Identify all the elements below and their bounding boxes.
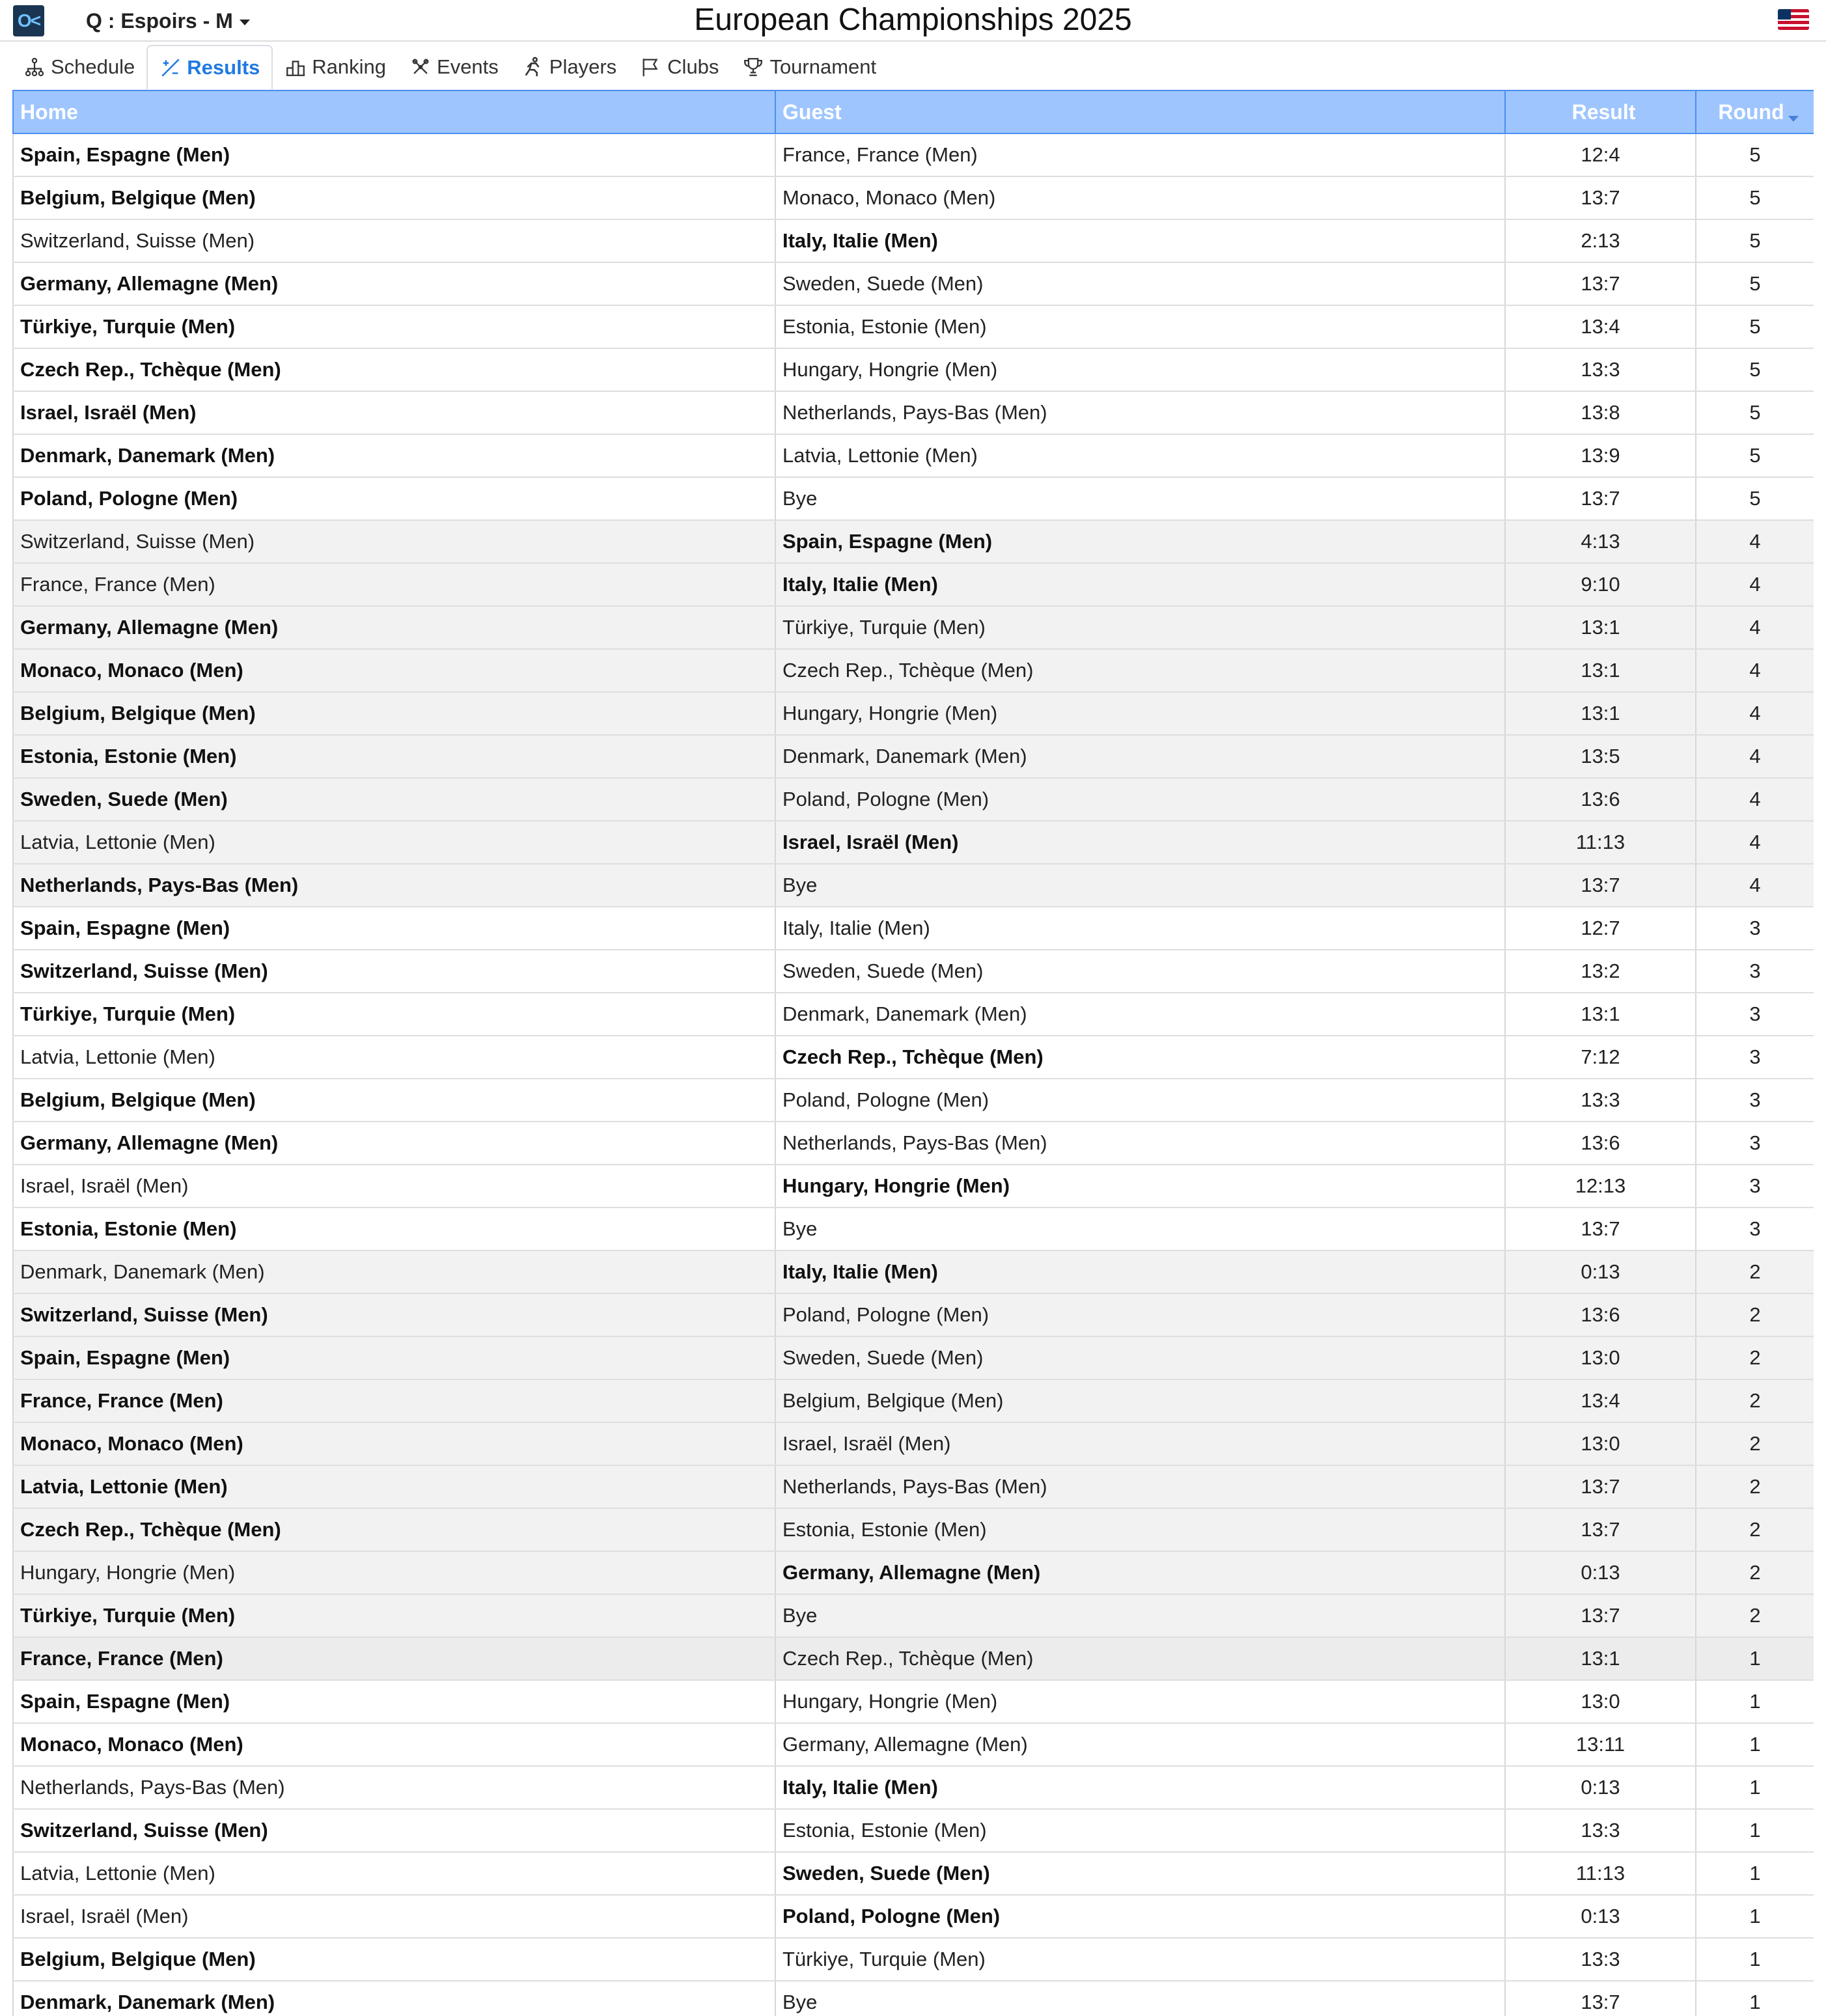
column-header-round[interactable] [1696,90,1814,133]
table-row[interactable] [13,1637,1814,1680]
round-cell: 5 [1696,262,1814,305]
table-row[interactable] [13,1122,1814,1165]
home-team-cell: Switzerland, Suisse (Men) [13,1809,775,1852]
table-row[interactable] [13,993,1814,1036]
result-cell: 2:13 [1505,219,1696,262]
table-row[interactable] [13,1723,1814,1766]
round-cell: 5 [1696,305,1814,348]
result-cell: 13:7 [1505,1594,1696,1637]
schedule-icon [23,56,46,78]
home-team-cell: Belgium, Belgique (Men) [13,1938,775,1981]
result-cell: 13:2 [1505,950,1696,993]
home-team-cell: Belgium, Belgique (Men) [13,692,775,735]
home-team-cell: Netherlands, Pays-Bas (Men) [13,1766,775,1809]
guest-team-cell: Czech Rep., Tchèque (Men) [775,1036,1505,1079]
table-row[interactable] [13,391,1814,434]
tab-players-label: Players [549,55,617,78]
home-team-cell: Poland, Pologne (Men) [13,477,775,520]
guest-team-cell: Bye [775,1594,1505,1637]
home-team-cell: Switzerland, Suisse (Men) [13,1293,775,1336]
round-cell: 4 [1696,563,1814,606]
guest-team-cell: Denmark, Danemark (Men) [775,993,1505,1036]
home-team-cell: Czech Rep., Tchèque (Men) [13,1508,775,1551]
home-team-cell: Sweden, Suede (Men) [13,778,775,821]
guest-team-cell: Italy, Italie (Men) [775,219,1505,262]
home-team-cell: Estonia, Estonie (Men) [13,735,775,778]
result-cell: 4:13 [1505,520,1696,563]
table-row[interactable] [13,1336,1814,1379]
table-row[interactable] [13,434,1814,477]
round-cell: 4 [1696,821,1814,864]
round-cell: 1 [1696,1637,1814,1680]
table-row[interactable] [13,1165,1814,1208]
result-cell: 13:1 [1505,649,1696,692]
table-row[interactable] [13,563,1814,606]
main-nav [0,43,1826,91]
result-cell: 0:13 [1505,1250,1696,1293]
round-cell: 1 [1696,1766,1814,1809]
round-cell: 1 [1696,1895,1814,1938]
result-cell: 13:6 [1505,778,1696,821]
guest-team-cell: Israel, Israël (Men) [775,1422,1505,1465]
guest-team-cell: Netherlands, Pays-Bas (Men) [775,1465,1505,1508]
guest-team-cell: Estonia, Estonie (Men) [775,1508,1505,1551]
home-team-cell: Switzerland, Suisse (Men) [13,219,775,262]
home-team-cell: Latvia, Lettonie (Men) [13,1036,775,1079]
guest-team-cell: Spain, Espagne (Men) [775,520,1505,563]
result-cell: 13:9 [1505,434,1696,477]
table-row[interactable] [13,1895,1814,1938]
guest-team-cell: Italy, Italie (Men) [775,907,1505,950]
home-team-cell: Latvia, Lettonie (Men) [13,821,775,864]
home-team-cell: Monaco, Monaco (Men) [13,649,775,692]
table-row[interactable] [13,1250,1814,1293]
result-cell: 13:1 [1505,692,1696,735]
result-cell: 13:7 [1505,1208,1696,1250]
home-team-cell: Switzerland, Suisse (Men) [13,520,775,563]
table-row[interactable] [13,778,1814,821]
ranking-icon [284,56,307,78]
home-team-cell: Germany, Allemagne (Men) [13,606,775,649]
round-cell: 4 [1696,692,1814,735]
round-cell: 4 [1696,520,1814,563]
home-team-cell: Germany, Allemagne (Men) [13,262,775,305]
guest-team-cell: Sweden, Suede (Men) [775,1852,1505,1895]
home-team-cell: Netherlands, Pays-Bas (Men) [13,864,775,907]
guest-team-cell: Latvia, Lettonie (Men) [775,434,1505,477]
sort-descending-icon [1788,116,1799,122]
result-cell: 13:7 [1505,477,1696,520]
result-cell: 7:12 [1505,1036,1696,1079]
home-team-cell: Monaco, Monaco (Men) [13,1723,775,1766]
result-cell: 13:8 [1505,391,1696,434]
round-cell: 4 [1696,864,1814,907]
players-icon [522,56,544,78]
home-team-cell: Hungary, Hongrie (Men) [13,1551,775,1594]
guest-team-cell: Hungary, Hongrie (Men) [775,692,1505,735]
table-row[interactable] [13,1981,1814,2016]
round-cell: 3 [1696,1165,1814,1208]
round-cell: 1 [1696,1680,1814,1723]
event-selector-label: Q : Espoirs - M [86,9,233,33]
table-row[interactable] [13,692,1814,735]
table-row[interactable] [13,1465,1814,1508]
table-row[interactable] [13,649,1814,692]
result-cell: 13:1 [1505,606,1696,649]
round-cell: 3 [1696,1122,1814,1165]
results-table-container[interactable] [12,90,1814,2016]
home-team-cell: Denmark, Danemark (Men) [13,1250,775,1293]
guest-team-cell: Hungary, Hongrie (Men) [775,1165,1505,1208]
round-cell: 5 [1696,219,1814,262]
result-cell: 13:7 [1505,1465,1696,1508]
round-cell: 1 [1696,1981,1814,2016]
tab-events[interactable] [398,45,510,89]
result-cell: 13:4 [1505,305,1696,348]
round-cell: 1 [1696,1938,1814,1981]
result-cell: 13:0 [1505,1422,1696,1465]
result-cell: 13:11 [1505,1723,1696,1766]
table-row[interactable] [13,1422,1814,1465]
round-cell: 3 [1696,1036,1814,1079]
result-cell: 13:4 [1505,1379,1696,1422]
home-team-cell: Türkiye, Turquie (Men) [13,305,775,348]
table-row[interactable] [13,1938,1814,1981]
round-cell: 2 [1696,1508,1814,1551]
table-row[interactable] [13,606,1814,649]
table-row[interactable] [13,950,1814,993]
round-cell: 2 [1696,1551,1814,1594]
result-cell: 0:13 [1505,1766,1696,1809]
guest-team-cell: Czech Rep., Tchèque (Men) [775,1637,1505,1680]
round-cell: 1 [1696,1723,1814,1766]
column-header-home-label: Home [20,100,78,124]
home-team-cell: Israel, Israël (Men) [13,1895,775,1938]
column-header-guest-label: Guest [782,100,842,124]
guest-team-cell: Bye [775,1208,1505,1250]
round-cell: 4 [1696,649,1814,692]
round-cell: 2 [1696,1293,1814,1336]
guest-team-cell: Italy, Italie (Men) [775,1766,1505,1809]
table-row[interactable] [13,305,1814,348]
guest-team-cell: Hungary, Hongrie (Men) [775,348,1505,391]
result-cell: 0:13 [1505,1895,1696,1938]
table-row[interactable] [13,348,1814,391]
tab-ranking[interactable] [273,45,398,89]
table-row[interactable] [13,1809,1814,1852]
home-team-cell: Türkiye, Turquie (Men) [13,993,775,1036]
guest-team-cell: Italy, Italie (Men) [775,563,1505,606]
tab-tournament-label: Tournament [769,55,877,78]
result-cell: 13:7 [1505,1508,1696,1551]
table-row[interactable] [13,1293,1814,1336]
tab-schedule-label: Schedule [51,55,135,78]
round-cell: 5 [1696,176,1814,219]
home-team-cell: Israel, Israël (Men) [13,1165,775,1208]
round-cell: 2 [1696,1336,1814,1379]
round-cell: 4 [1696,735,1814,778]
guest-team-cell: Belgium, Belgique (Men) [775,1379,1505,1422]
home-team-cell: Türkiye, Turquie (Men) [13,1594,775,1637]
home-team-cell: Spain, Espagne (Men) [13,1680,775,1723]
round-cell: 2 [1696,1422,1814,1465]
home-team-cell: Switzerland, Suisse (Men) [13,950,775,993]
table-row[interactable] [13,864,1814,907]
result-cell: 13:3 [1505,1079,1696,1122]
home-team-cell: Spain, Espagne (Men) [13,907,775,950]
result-cell: 0:13 [1505,1551,1696,1594]
guest-team-cell: Türkiye, Turquie (Men) [775,1938,1505,1981]
result-cell: 13:7 [1505,1981,1696,2016]
column-header-result-label: Result [1571,100,1636,124]
us-flag-icon[interactable] [1778,9,1809,30]
home-team-cell: France, France (Men) [13,1379,775,1422]
home-team-cell: Monaco, Monaco (Men) [13,1422,775,1465]
table-row[interactable] [13,907,1814,950]
home-team-cell: Spain, Espagne (Men) [13,133,775,176]
guest-team-cell: Bye [775,1981,1505,2016]
table-row[interactable] [13,735,1814,778]
guest-team-cell: Netherlands, Pays-Bas (Men) [775,1122,1505,1165]
guest-team-cell: Poland, Pologne (Men) [775,1079,1505,1122]
round-cell: 4 [1696,606,1814,649]
table-row[interactable] [13,477,1814,520]
table-row[interactable] [13,1766,1814,1809]
round-cell: 3 [1696,950,1814,993]
table-row[interactable] [13,176,1814,219]
table-row[interactable] [13,1208,1814,1250]
round-cell: 3 [1696,993,1814,1036]
result-cell: 13:6 [1505,1293,1696,1336]
guest-team-cell: Hungary, Hongrie (Men) [775,1680,1505,1723]
result-cell: 13:7 [1505,864,1696,907]
table-row[interactable] [13,1551,1814,1594]
tab-tournament[interactable] [730,45,888,89]
result-cell: 13:1 [1505,993,1696,1036]
round-cell: 1 [1696,1809,1814,1852]
result-cell: 9:10 [1505,563,1696,606]
guest-team-cell: Türkiye, Turquie (Men) [775,606,1505,649]
home-team-cell: Estonia, Estonie (Men) [13,1208,775,1250]
guest-team-cell: Bye [775,477,1505,520]
guest-team-cell: Czech Rep., Tchèque (Men) [775,649,1505,692]
guest-team-cell: Estonia, Estonie (Men) [775,1809,1505,1852]
result-cell: 11:13 [1505,1852,1696,1895]
tab-results[interactable] [146,45,273,89]
result-cell: 13:3 [1505,1809,1696,1852]
table-row[interactable] [13,1379,1814,1422]
results-table [12,90,1814,2016]
table-row[interactable] [13,1680,1814,1723]
guest-team-cell: Poland, Pologne (Men) [775,1895,1505,1938]
round-cell: 3 [1696,907,1814,950]
round-cell: 5 [1696,477,1814,520]
round-cell: 5 [1696,133,1814,176]
guest-team-cell: Estonia, Estonie (Men) [775,305,1505,348]
home-team-cell: France, France (Men) [13,563,775,606]
home-team-cell: Latvia, Lettonie (Men) [13,1465,775,1508]
column-header-home[interactable] [13,90,775,133]
table-row[interactable] [13,1594,1814,1637]
guest-team-cell: Sweden, Suede (Men) [775,1336,1505,1379]
home-team-cell: Czech Rep., Tchèque (Men) [13,348,775,391]
guest-team-cell: Sweden, Suede (Men) [775,262,1505,305]
result-cell: 11:13 [1505,821,1696,864]
home-team-cell: Latvia, Lettonie (Men) [13,1852,775,1895]
home-team-cell: Israel, Israël (Men) [13,391,775,434]
table-row[interactable] [13,821,1814,864]
column-header-guest[interactable] [775,90,1505,133]
round-cell: 5 [1696,391,1814,434]
home-team-cell: Germany, Allemagne (Men) [13,1122,775,1165]
guest-team-cell: Bye [775,864,1505,907]
guest-team-cell: Netherlands, Pays-Bas (Men) [775,391,1505,434]
home-team-cell: Belgium, Belgique (Men) [13,1079,775,1122]
home-team-cell: France, France (Men) [13,1637,775,1680]
tab-players[interactable] [510,45,628,89]
guest-team-cell: Germany, Allemagne (Men) [775,1551,1505,1594]
tab-ranking-label: Ranking [312,55,387,78]
result-cell: 13:3 [1505,348,1696,391]
result-cell: 13:5 [1505,735,1696,778]
top-bar [0,0,1826,42]
home-team-cell: Denmark, Danemark (Men) [13,1981,775,2016]
table-row[interactable] [13,1852,1814,1895]
table-row[interactable] [13,1508,1814,1551]
round-cell: 5 [1696,348,1814,391]
guest-team-cell: Sweden, Suede (Men) [775,950,1505,993]
result-cell: 12:7 [1505,907,1696,950]
page-title: European Championships 2025 [694,3,1132,37]
result-cell: 13:7 [1505,176,1696,219]
table-row[interactable] [13,262,1814,305]
guest-team-cell: Poland, Pologne (Men) [775,1293,1505,1336]
logo-text: O< [17,10,40,31]
tournament-icon [742,56,764,78]
table-row[interactable] [13,1079,1814,1122]
round-cell: 3 [1696,1208,1814,1250]
round-cell: 4 [1696,778,1814,821]
tab-events-label: Events [437,55,499,78]
result-cell: 13:0 [1505,1680,1696,1723]
table-row[interactable] [13,133,1814,176]
round-cell: 2 [1696,1465,1814,1508]
round-cell: 1 [1696,1852,1814,1895]
results-icon [159,57,182,79]
home-team-cell: Denmark, Danemark (Men) [13,434,775,477]
tab-results-label: Results [187,56,260,79]
guest-team-cell: France, France (Men) [775,133,1505,176]
round-cell: 2 [1696,1250,1814,1293]
result-cell: 13:3 [1505,1938,1696,1981]
result-cell: 12:4 [1505,133,1696,176]
home-team-cell: Spain, Espagne (Men) [13,1336,775,1379]
round-cell: 2 [1696,1379,1814,1422]
result-cell: 13:1 [1505,1637,1696,1680]
clubs-icon [640,56,662,78]
column-header-result[interactable] [1505,90,1696,133]
result-cell: 13:7 [1505,262,1696,305]
table-header-row [13,90,1814,133]
column-header-round-label: Round [1718,100,1784,124]
table-row[interactable] [13,520,1814,563]
table-row[interactable] [13,1036,1814,1079]
table-row[interactable] [13,219,1814,262]
guest-team-cell: Poland, Pologne (Men) [775,778,1505,821]
guest-team-cell: Israel, Israël (Men) [775,821,1505,864]
home-team-cell: Belgium, Belgique (Men) [13,176,775,219]
tab-clubs[interactable] [628,45,730,89]
guest-team-cell: Monaco, Monaco (Men) [775,176,1505,219]
round-cell: 3 [1696,1079,1814,1122]
guest-team-cell: Germany, Allemagne (Men) [775,1723,1505,1766]
events-icon [409,56,432,78]
tab-clubs-label: Clubs [667,55,719,78]
guest-team-cell: Italy, Italie (Men) [775,1250,1505,1293]
result-cell: 13:6 [1505,1122,1696,1165]
tab-schedule[interactable] [12,45,146,89]
guest-team-cell: Denmark, Danemark (Men) [775,735,1505,778]
result-cell: 12:13 [1505,1165,1696,1208]
result-cell: 13:0 [1505,1336,1696,1379]
round-cell: 2 [1696,1594,1814,1637]
round-cell: 5 [1696,434,1814,477]
